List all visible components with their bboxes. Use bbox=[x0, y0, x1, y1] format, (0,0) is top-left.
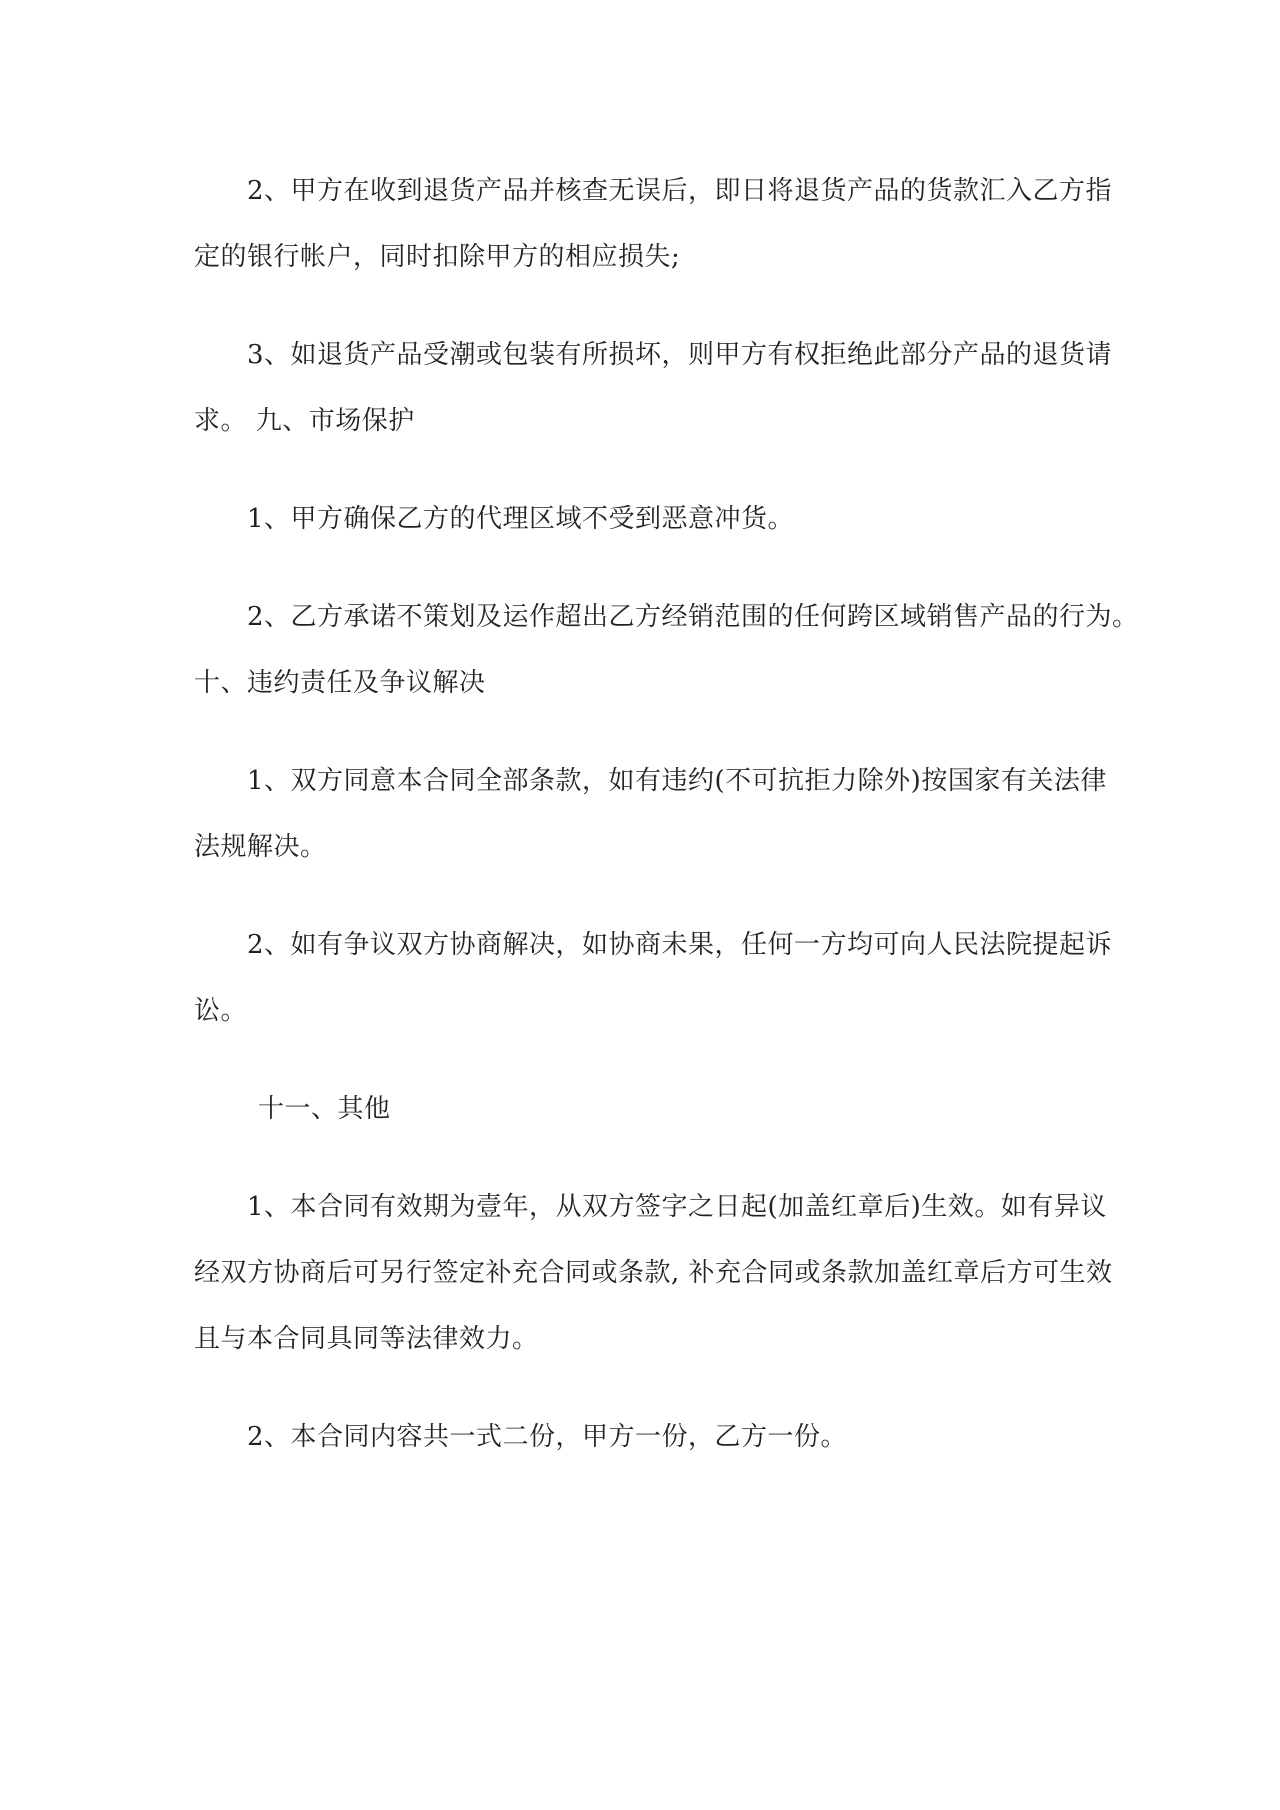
clause-11-1-line-3: 且与本合同具同等法律效力。 bbox=[194, 1324, 539, 1354]
clause-11-1-line-1: 1、本合同有效期为壹年，从双方签字之日起(加盖红章后)生效。如有异议 bbox=[247, 1192, 1107, 1222]
clause-10-2-line-1: 2、如有争议双方协商解决，如协商未果，任何一方均可向人民法院提起诉 bbox=[247, 930, 1113, 960]
clause-10-1-line-1: 1、双方同意本合同全部条款，如有违约(不可抗拒力除外)按国家有关法律 bbox=[247, 766, 1107, 796]
clause-11-1-line-2: 经双方协商后可另行签定补充合同或条款, 补充合同或条款加盖红章后方可生效 bbox=[194, 1258, 1113, 1288]
clause-10-1-line-2: 法规解决。 bbox=[194, 832, 327, 862]
clause-8-3-line-2-and-section-9-heading: 求。 九、市场保护 bbox=[194, 406, 415, 436]
section-11-heading: 十一、其他 bbox=[258, 1094, 391, 1124]
clause-9-2: 2、乙方承诺不策划及运作超出乙方经销范围的任何跨区域销售产品的行为。 bbox=[247, 602, 1139, 632]
clause-11-2: 2、本合同内容共一式二份，甲方一份，乙方一份。 bbox=[247, 1422, 848, 1452]
clause-8-2-line-2: 定的银行帐户，同时扣除甲方的相应损失; bbox=[194, 242, 681, 272]
clause-9-1: 1、甲方确保乙方的代理区域不受到恶意冲货。 bbox=[247, 504, 795, 534]
clause-8-2-line-1: 2、甲方在收到退货产品并核查无误后，即日将退货产品的货款汇入乙方指 bbox=[247, 176, 1113, 206]
clause-10-2-line-2: 讼。 bbox=[194, 996, 248, 1026]
section-10-heading: 十、违约责任及争议解决 bbox=[194, 668, 486, 698]
clause-8-3-line-1: 3、如退货产品受潮或包装有所损坏，则甲方有权拒绝此部分产品的退货请 bbox=[247, 340, 1113, 370]
